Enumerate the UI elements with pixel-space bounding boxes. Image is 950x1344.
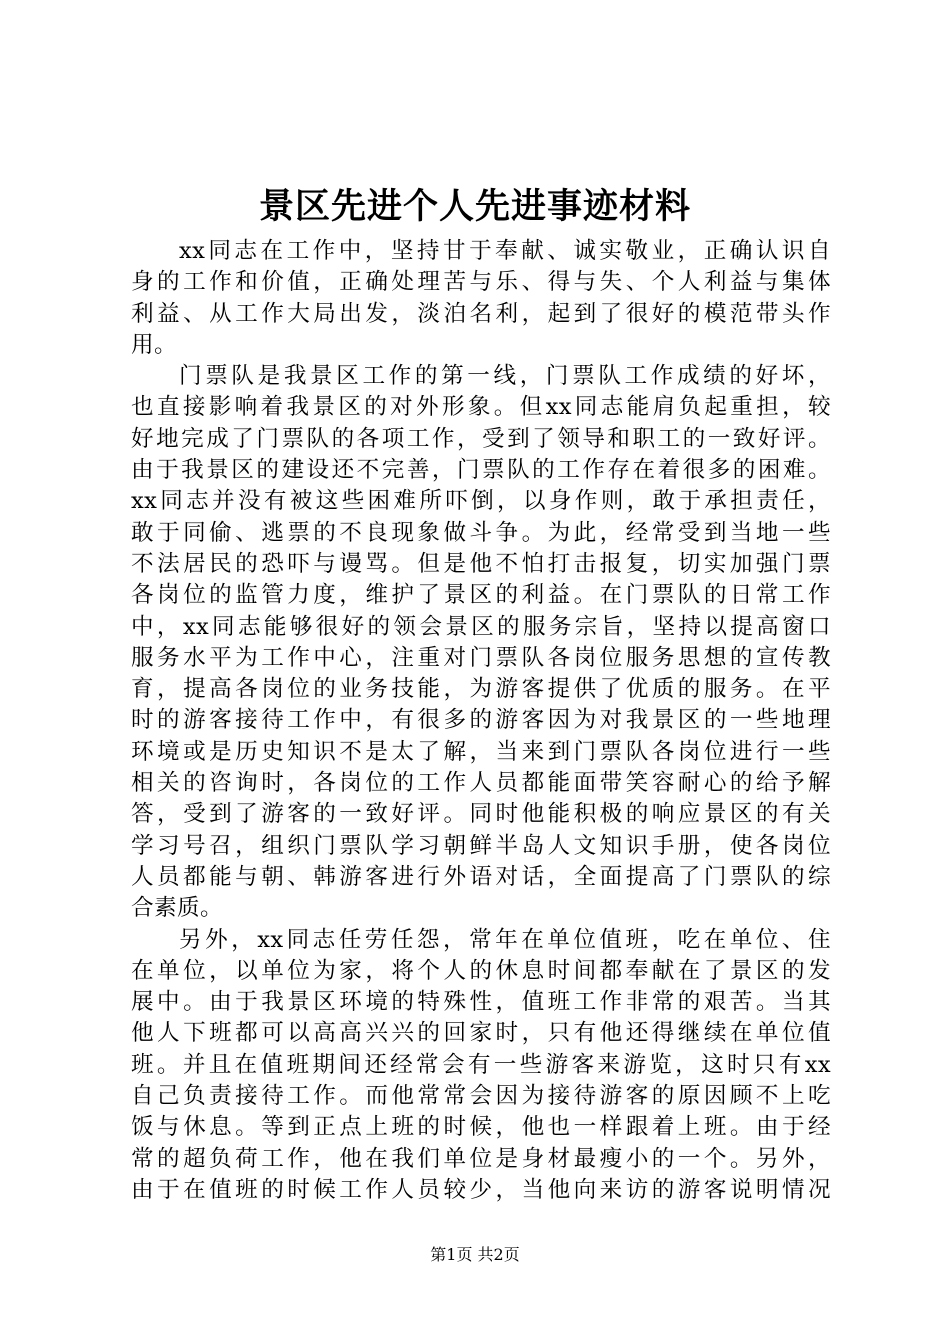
text-line: 环境或是历史知识不是太了解，当来到门票队各岗位进行一些	[131, 738, 831, 765]
text-line: 时的游客接待工作中，有很多的游客因为对我景区的一些地理	[131, 707, 831, 734]
page-footer: 第1页 共2页	[430, 1245, 520, 1264]
text-line: 合素质。	[131, 895, 223, 922]
text-line: 也直接影响着我景区的对外形象。但xx同志能肩负起重担，较	[131, 394, 831, 421]
text-line: 他人下班都可以高高兴兴的回家时，只有他还得继续在单位值	[131, 1020, 831, 1047]
text-line: 常的超负荷工作，他在我们单位是身材最瘦小的一个。另外，	[131, 1145, 831, 1172]
text-line: xx同志并没有被这些困难所吓倒，以身作则，敢于承担责任，	[131, 488, 831, 515]
text-line: 中，xx同志能够很好的领会景区的服务宗旨，坚持以提高窗口	[131, 613, 831, 640]
text-line: 自己负责接待工作。而他常常会因为接待游客的原因顾不上吃	[131, 1083, 831, 1110]
text-line: 另外，xx同志任劳任怨，常年在单位值班，吃在单位、住	[179, 926, 831, 953]
text-line: 敢于同偷、逃票的不良现象做斗争。为此，经常受到当地一些	[131, 519, 831, 546]
text-line: 班。并且在值班期间还经常会有一些游客来游览，这时只有xx	[131, 1051, 831, 1078]
text-line: 好地完成了门票队的各项工作，受到了领导和职工的一致好评。	[131, 425, 831, 452]
text-line: 答，受到了游客的一致好评。同时他能积极的响应景区的有关	[131, 801, 831, 828]
document-title: 景区先进个人先进事迹材料	[258, 186, 691, 227]
text-line: 饭与休息。等到正点上班的时候，他也一样跟着上班。由于经	[131, 1114, 831, 1141]
text-line: 学习号召，组织门票队学习朝鲜半岛人文知识手册，使各岗位	[131, 832, 831, 859]
text-line: 不法居民的恐吓与谩骂。但是他不怕打击报复，切实加强门票	[131, 550, 831, 577]
text-line: 由于在值班的时候工作人员较少，当他向来访的游客说明情况	[131, 1176, 831, 1203]
text-line: 展中。由于我景区环境的特殊性，值班工作非常的艰苦。当其	[131, 989, 831, 1016]
text-line: 身的工作和价值，正确处理苦与乐、得与失、个人利益与集体	[131, 269, 831, 296]
text-line: 由于我景区的建设还不完善，门票队的工作存在着很多的困难。	[131, 457, 831, 484]
text-line: 门票队是我景区工作的第一线，门票队工作成绩的好坏，	[179, 363, 831, 390]
text-line: 用。	[131, 331, 177, 358]
text-line: 服务水平为工作中心，注重对门票队各岗位服务思想的宣传教	[131, 644, 831, 671]
text-line: 利益、从工作大局出发，淡泊名利，起到了很好的模范带头作	[131, 300, 831, 327]
text-line: 在单位，以单位为家，将个人的休息时间都奉献在了景区的发	[131, 957, 831, 984]
document-body	[131, 236, 831, 1206]
text-line: 相关的咨询时，各岗位的工作人员都能面带笑容耐心的给予解	[131, 770, 831, 797]
text-line: 各岗位的监管力度，维护了景区的利益。在门票队的日常工作	[131, 582, 831, 609]
text-line: xx同志在工作中，坚持甘于奉献、诚实敬业，正确认识自	[179, 238, 831, 264]
text-line: 人员都能与朝、韩游客进行外语对话，全面提高了门票队的综	[131, 863, 831, 890]
text-line: 育，提高各岗位的业务技能，为游客提供了优质的服务。在平	[131, 676, 831, 703]
